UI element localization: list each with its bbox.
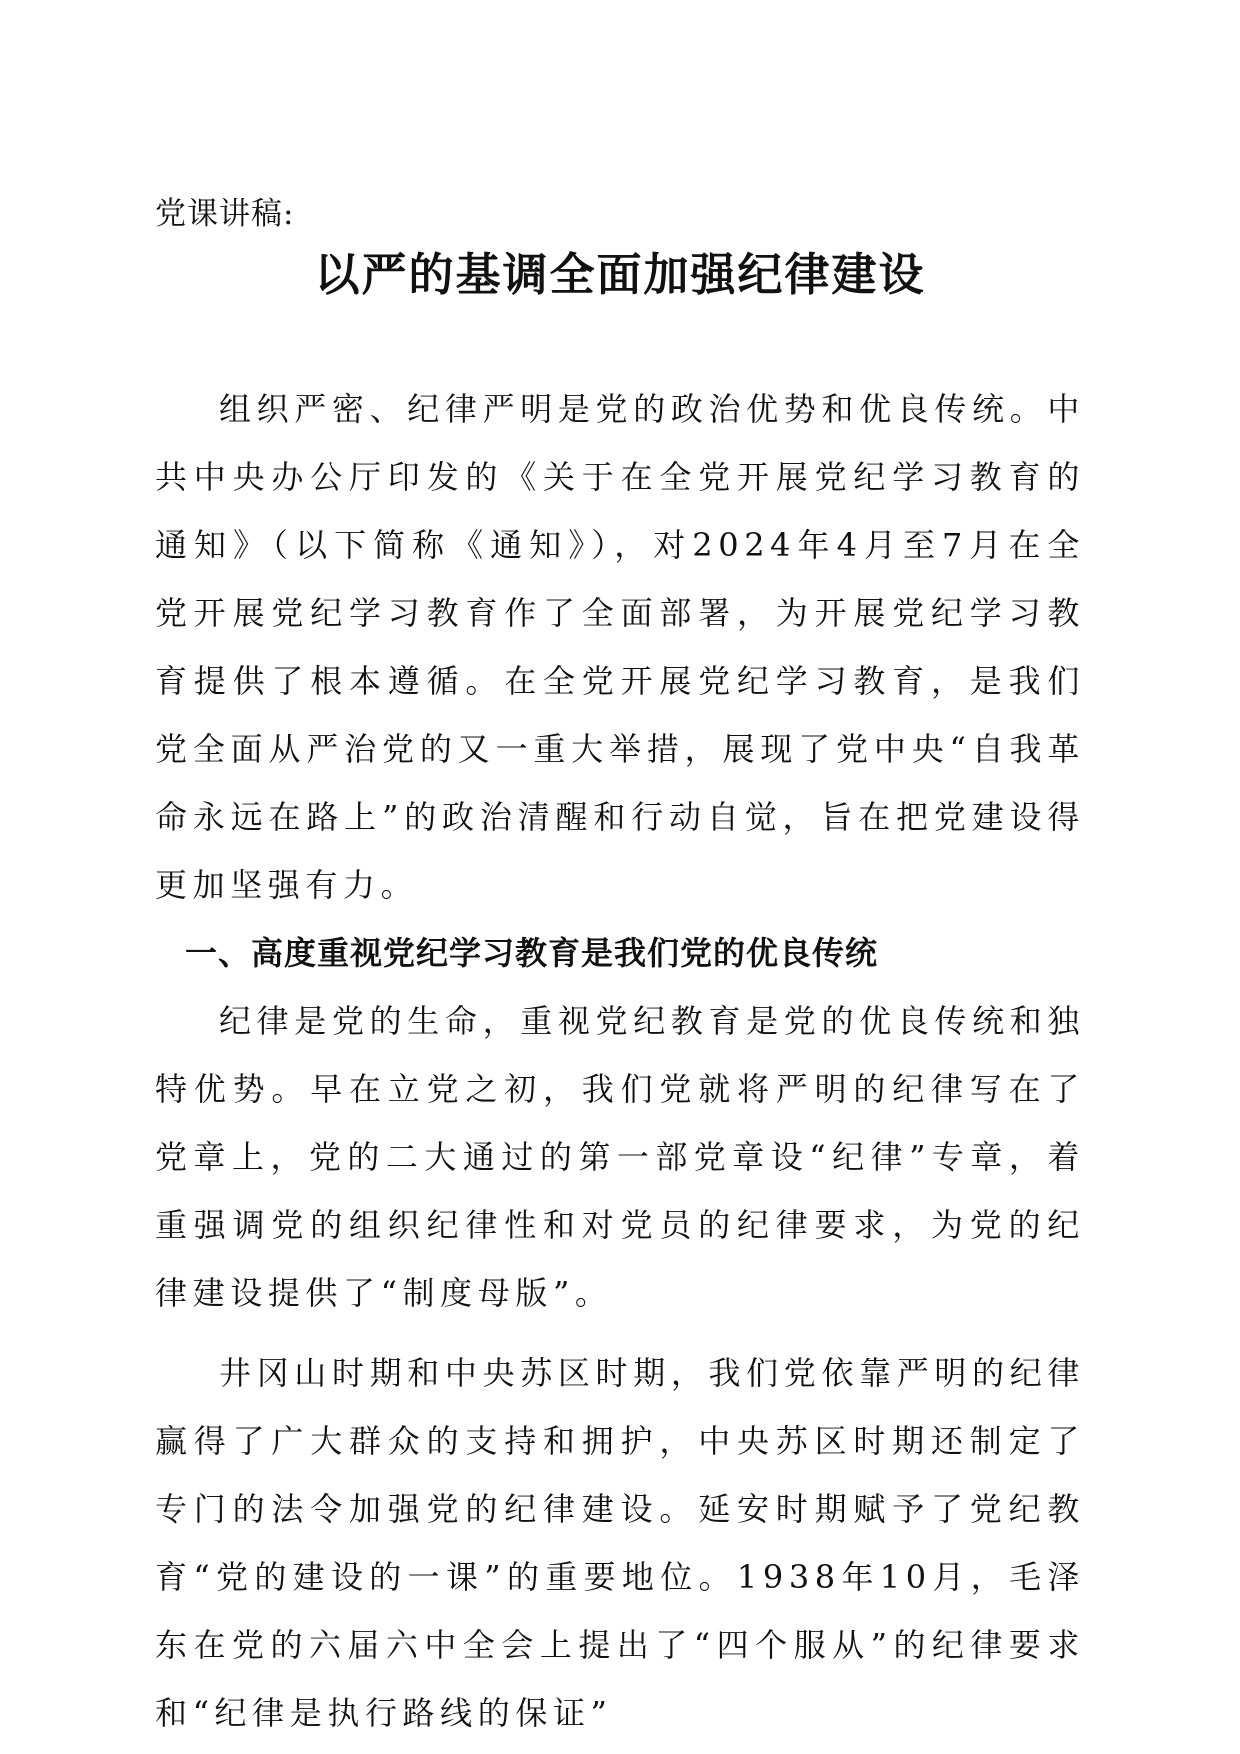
document-title: 以严的基调全面加强纪律建设 [314, 248, 926, 301]
intro-paragraph: 组织严密、纪律严明是党的政治优势和优良传统。中共中央办公厅印发的《关于在全党开展党纪学习教育的通知》（以下简称《通知》），对2024年4月至7月在全党开展党纪学习教育作了全面部署，为开展党纪学习教育提供了根本遵循。在全党开展党纪学习教育，是我们党全面从严治党的又一重大举措，展现了党中央“自我革命永远在路上”的政治清醒和行动自觉，旨在把党建设得更加坚强有力。 [155, 390, 1085, 904]
section1-paragraph-1: 纪律是党的生命，重视党纪教育是党的优良传统和独特优势。早在立党之初，我们党就将严明的纪律写在了党章上，党的二大通过的第一部党章设“纪律”专章，着重强调党的组织纪律性和对党员的纪律要求，为党的纪律建设提供了“制度母版”。 [155, 1002, 1085, 1312]
document-subtitle: 党课讲稿: [155, 196, 295, 232]
section-heading-1: 一、高度重视党纪学习教育是我们党的优良传统 [185, 934, 879, 972]
document-body [155, 375, 1085, 1747]
section1-paragraph-2: 井冈山时期和中央苏区时期，我们党依靠严明的纪律赢得了广大群众的支持和拥护，中央苏区时期还制定了专门的法令加强党的纪律建设。延安时期赋予了党纪教育“党的建设的一课”的重要地位。1938年10月，毛泽东在党的六届六中全会上提出了“四个服从”的纪律要求和“纪律是执行路线的保证” [155, 1354, 1085, 1732]
